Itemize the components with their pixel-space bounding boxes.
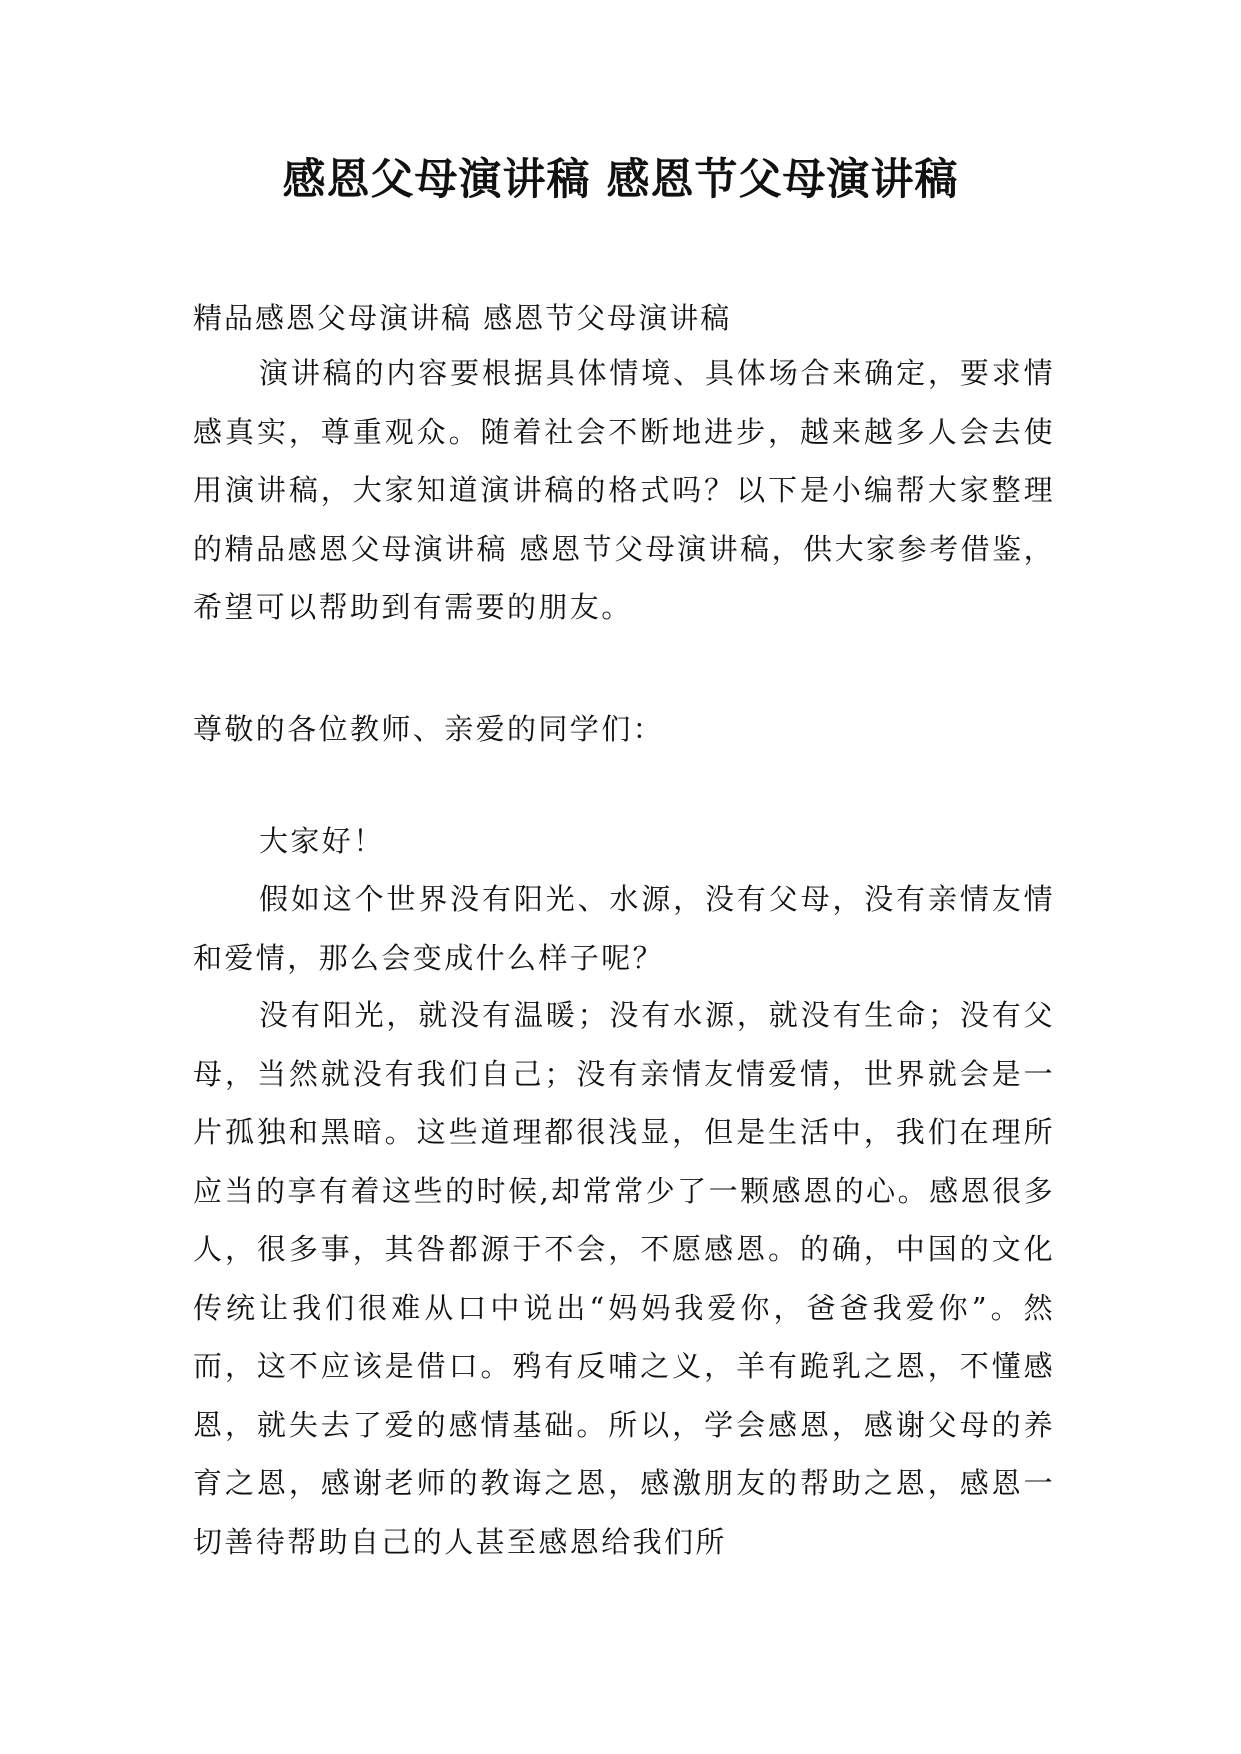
paragraph-main: 没有阳光，就没有温暖；没有水源，就没有生命；没有父母，当然就没有我们自己；没有亲情友情爱情，世界就会是一片孤独和黑暗。这些道理都很浅显，但是生活中，我们在理所应当的享有着这些的时候,却常常少了一颗感恩的心。感恩很多人，很多事，其咎都源于不会，不愿感恩。的确，中国的文化传统让我们很难从口中说出“妈妈我爱你，爸爸我爱你”。然而，这不应该是借口。鸦有反哺之义，羊有跪乳之恩，不懂感恩，就失去了爱的感情基础。所以，学会感恩，感谢父母的养育之恩，感谢老师的教诲之恩，感激朋友的帮助之恩，感恩一切善待帮助自己的人甚至感恩给我们所 xyxy=(193,998,1055,1559)
intro-paragraph: 演讲稿的内容要根据具体情境、具体场合来确定，要求情感真实，尊重观众。随着社会不断地进步，越来越多人会去使用演讲稿，大家知道演讲稿的格式吗？以下是小编帮大家整理的精品感恩父母演讲稿 感恩节父母演讲稿，供大家参考借鉴，希望可以帮助到有需要的朋友。 xyxy=(193,356,1055,624)
salutation: 尊敬的各位教师、亲爱的同学们： xyxy=(193,712,665,746)
document-title: 感恩父母演讲稿 感恩节父母演讲稿 xyxy=(282,155,959,205)
greeting: 大家好！ xyxy=(259,824,385,858)
paragraph-suppose: 假如这个世界没有阳光、水源，没有父母，没有亲情友情和爱情，那么会变成什么样子呢？ xyxy=(193,882,1055,975)
document-subtitle: 精品感恩父母演讲稿 感恩节父母演讲稿 xyxy=(193,301,732,335)
